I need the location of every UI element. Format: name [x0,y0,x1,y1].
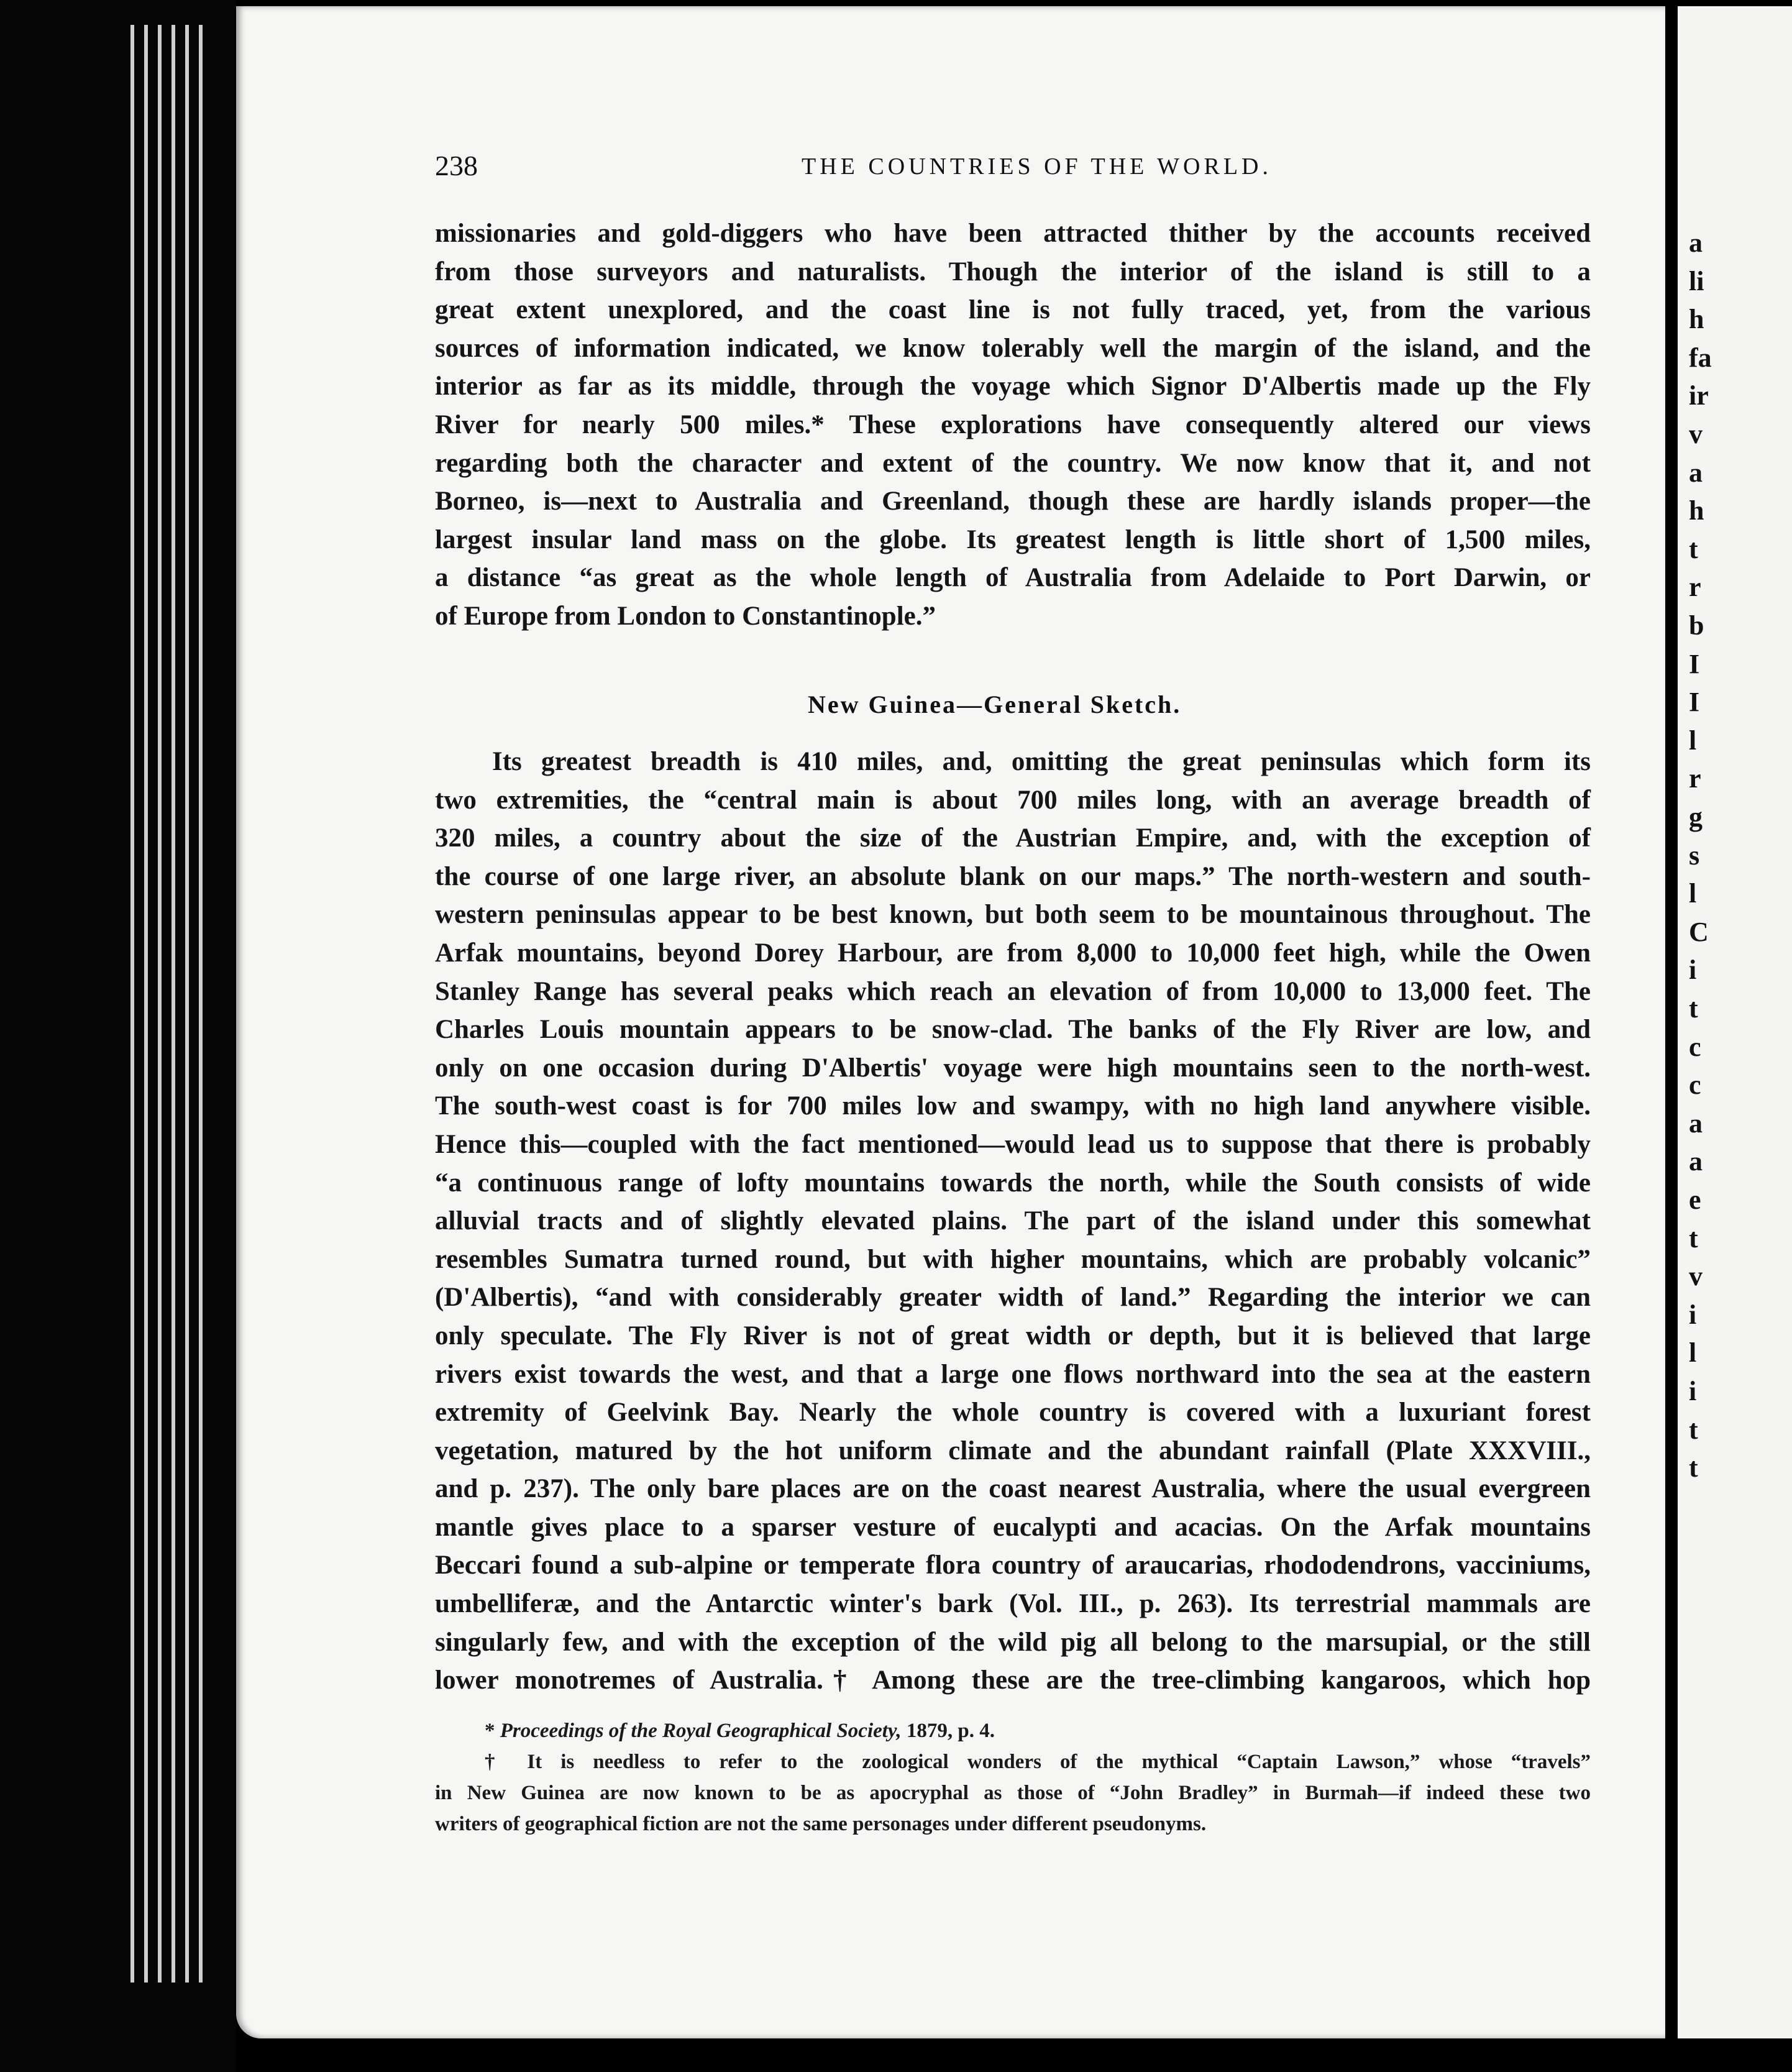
facing-page-fragment: a [1689,1107,1703,1139]
text-line: of Europe from London to Constantinople.” [435,601,936,631]
text-line: rivers exist towards the west, and that a large one flows northward into the sea at the eastern [435,1359,1591,1389]
text-line: “a continuous range of lofty mountains towards the north, while the South consists of wide [435,1168,1591,1198]
facing-page-fragment: v [1689,1261,1703,1292]
intro-paragraph [435,214,1591,636]
footnote-source-title: Proceedings of the Royal Geographical Society, [500,1720,902,1742]
facing-page-fragment: ir [1689,380,1709,411]
footnote-2-line: in New Guinea are now known to be as apocryphal as those of “John Bradley” in Burmah—if indeed these two [435,1782,1591,1804]
footnote-source-page: 1879, p. 4. [906,1720,995,1742]
text-line: and p. 237). The only bare places are on the coast nearest Australia, where the usual evergreen [435,1474,1591,1504]
facing-page-fragment: a [1689,227,1703,258]
text-line: only speculate. The Fly River is not of great width or depth, but it is believed that large [435,1321,1591,1350]
text-line: Borneo, is—next to Australia and Greenland, though these are hardly islands proper—the [435,487,1591,516]
text-line: (D'Albertis), “and with considerably greater width of land.” Regarding the interior we can [435,1283,1591,1313]
text-line: a distance “as great as the whole length of Australia from Adelaide to Port Darwin, or [435,563,1591,593]
text-line: The south-west coast is for 700 miles low and swampy, with no high land anywhere visible. [435,1091,1591,1121]
footnote-2-line: † It is needless to refer to the zoological wonders of the mythical “Captain Lawson,” whose “travels” [485,1751,1591,1773]
text-line: western peninsulas appear to be best known, but both seem to be mountainous throughout. The [435,900,1591,930]
text-line: lower monotremes of Australia.† Among these are the tree-climbing kangaroos, which hop [435,1666,1591,1695]
book-binding [0,0,236,2072]
facing-page-fragment: v [1689,419,1703,449]
text-line: Beccari found a sub-alpine or temperate flora country of araucarias, rhododendrons, vacciniums, [435,1551,1591,1580]
text-line: largest insular land mass on the globe. Its greatest length is little short of 1,500 miles, [435,525,1591,554]
facing-page-fragment: c [1689,1031,1701,1062]
text-line: singularly few, and with the exception of the wild pig all belong to the marsupial, or the still [435,1627,1591,1657]
facing-page-fragment: t [1689,1222,1698,1254]
facing-page-fragment: i [1689,955,1697,986]
page-edge [130,25,134,1983]
running-title: THE COUNTRIES OF THE WORLD. [802,154,1272,180]
facing-page-fragment: a [1689,457,1703,488]
facing-page-fragment: l [1689,725,1697,756]
facing-page-fragment: i [1689,1376,1697,1406]
facing-page-fragment: i [1689,1299,1697,1330]
facing-page-fragment: t [1689,1452,1698,1483]
facing-page-fragment: t [1689,533,1698,564]
facing-page-fragment: l [1689,878,1697,909]
page-number: 238 [435,150,478,181]
text-line: 320 miles, a country about the size of the Austrian Empire, and, with the exception of [435,823,1591,853]
text-line: interior as far as its middle, through the voyage which Signor D'Albertis made up the Fly [435,372,1591,401]
running-head [435,149,1584,186]
facing-page-fragment: h [1689,304,1704,335]
text-line: the course of one large river, an absolute blank on our maps.” The north-western and south- [435,861,1591,891]
text-line: vegetation, matured by the hot uniform climate and the abundant rainfall (Plate XXXVIII., [435,1436,1591,1465]
page-edge [171,25,175,1983]
facing-page-fragment: g [1689,802,1703,832]
facing-page-fragment: li [1689,265,1704,296]
footnote-marker: * [485,1720,495,1742]
facing-page-fragment: fa [1689,342,1712,373]
facing-page-fragment: b [1689,610,1704,641]
facing-page-fragment: s [1689,840,1700,871]
facing-page-fragment: e [1689,1185,1701,1215]
facing-page-fragment: t [1689,1414,1698,1445]
text-line: Stanley Range has several peaks which reach an elevation of from 10,000 to 13,000 feet. The [435,976,1591,1006]
facing-page-fragment: I [1689,687,1700,718]
footnote-1 [435,1715,1591,1746]
facing-page-fragment: C [1689,916,1709,947]
page-edge [185,25,189,1983]
footnote-2-line: writers of geographical fiction are not the same personages under different pseudonyms. [435,1813,1207,1835]
text-line: two extremities, the “central main is about 700 miles long, with an average breadth of [435,785,1591,815]
facing-page-fragment: c [1689,1070,1701,1101]
text-line: extremity of Geelvink Bay. Nearly the whole country is covered with a luxuriant forest [435,1398,1591,1428]
text-line: regarding both the character and extent of the country. We now know that it, and not [435,448,1591,478]
facing-page-fragment: r [1689,572,1701,603]
facing-page [1678,6,1792,2038]
body-paragraph [435,743,1591,1700]
footnotes [435,1715,1591,1840]
text-line: alluvial tracts and of slightly elevated plains. The part of the island under this somewhat [435,1206,1591,1236]
facing-page-fragment: I [1689,648,1700,679]
text-line: Hence this—coupled with the fact mentioned—would lead us to suppose that there is probably [435,1129,1591,1159]
text-line: only on one occasion during D'Albertis' voyage were high mountains seen to the north-west. [435,1053,1591,1083]
page-edge [158,25,162,1983]
text-line: missionaries and gold-diggers who have been attracted thither by the accounts received [435,219,1591,248]
text-line: resembles Sumatra turned round, but with higher mountains, which are probably volcanic” [435,1244,1591,1274]
text-line: River for nearly 500 miles.* These explorations have consequently altered our views [435,410,1591,439]
text-line: Charles Louis mountain appears to be snow-clad. The banks of the Fly River are low, and [435,1015,1591,1045]
facing-page-fragment: l [1689,1337,1697,1368]
facing-page-fragment: r [1689,763,1701,794]
text-line: great extent unexplored, and the coast line is not fully traced, yet, from the various [435,295,1591,325]
page-edge [199,25,203,1983]
text-line: umbelliferæ, and the Antarctic winter's bark (Vol. III., p. 263). Its terrestrial mammals are [435,1589,1591,1619]
facing-page-fragment: t [1689,993,1698,1024]
text-line: mantle gives place to a sparser vesture of eucalypti and acacias. On the Arfak mountains [435,1512,1591,1542]
facing-page-fragment: a [1689,1146,1703,1177]
page-edge [144,25,148,1983]
text-line: sources of information indicated, we know tolerably well the margin of the island, and the [435,333,1591,363]
text-line: from those surveyors and naturalists. Though the interior of the island is still to a [435,257,1591,287]
text-line: Its greatest breadth is 410 miles, and, omitting the great peninsulas which form its [492,747,1591,776]
facing-page-fragment: h [1689,495,1704,526]
text-line: Arfak mountains, beyond Dorey Harbour, are from 8,000 to 10,000 feet high, while the Owen [435,938,1591,968]
section-heading: New Guinea—General Sketch. [808,690,1182,718]
